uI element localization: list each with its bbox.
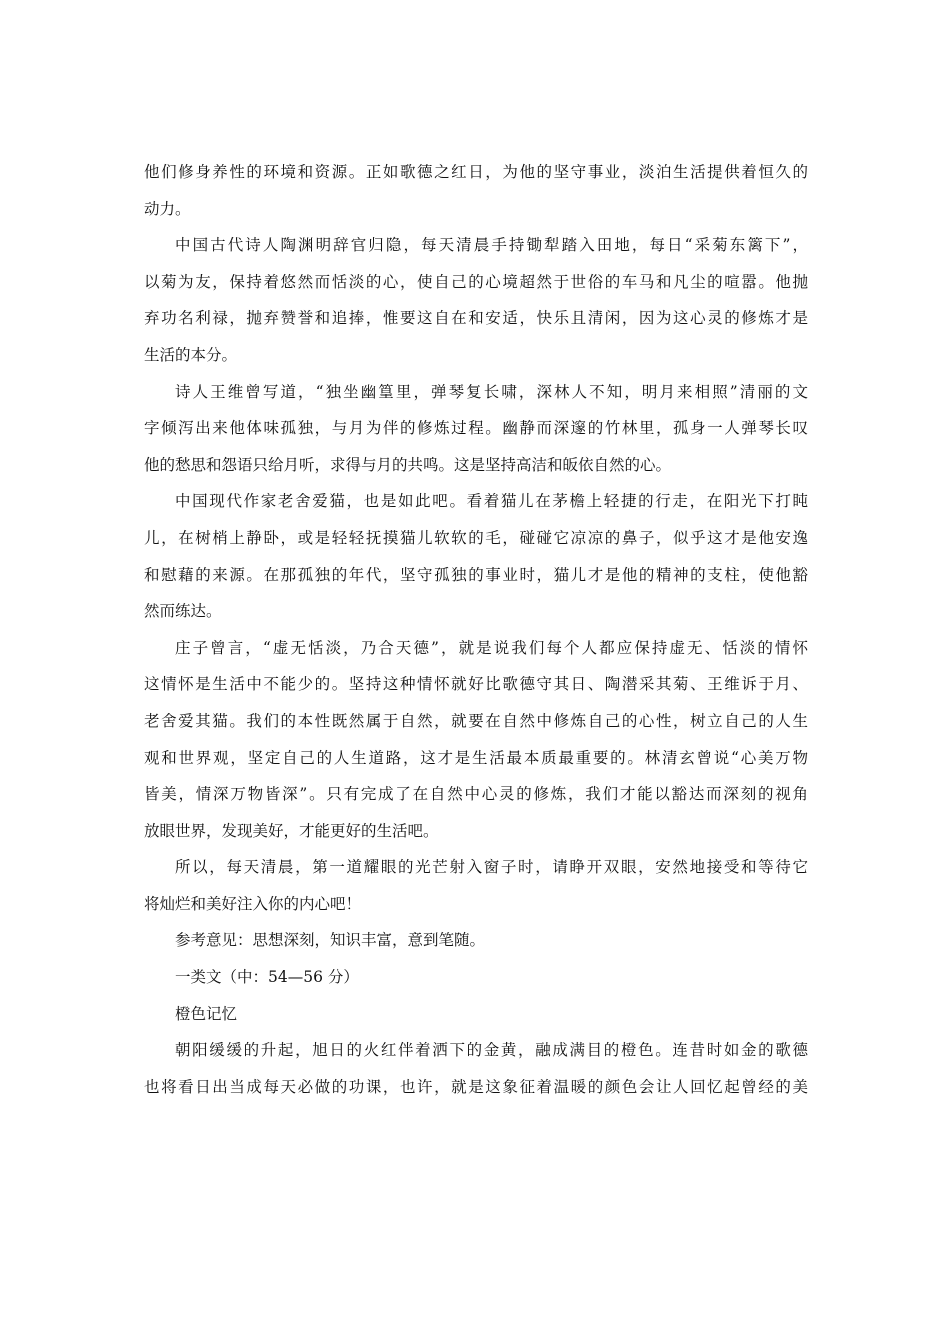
text-line [144,447,808,484]
text-line [144,740,808,777]
text-line [144,849,808,886]
line-text: 生活的本分。 [144,345,238,364]
text-line [144,1069,808,1106]
line-text: 所以，每天清晨，第一道耀眼的光芒射入窗子时，请睁开双眼，安然地接受和等待它 [175,858,808,877]
line-text: 皆美，情深万物皆深”。只有完成了在自然中心灵的修炼，我们才能以豁达而深刻的视角 [144,785,808,804]
text-line [144,630,808,667]
text-line [144,410,808,447]
line-text: 和慰藉的来源。在那孤独的年代，坚守孤独的事业时，猫儿才是他的精神的支柱，使他豁 [144,565,808,584]
line-text: 观和世界观，坚定自己的人生道路，这才是生活最本质最重要的。林清玄曾说“心美万物 [144,748,808,767]
text-line [144,557,808,594]
line-text: 然而练达。 [144,602,222,621]
text-line [144,374,808,411]
line-text: 他们修身养性的环境和资源。正如歌德之红日，为他的坚守事业，淡泊生活提供着恒久的 [144,163,808,181]
line-text: 一类文（中：54—56 分） [175,968,359,987]
text-line [144,300,808,337]
line-text: 将灿烂和美好注入你的内心吧！ [144,894,362,913]
text-line [144,483,808,520]
line-text: 朝阳缓缓的升起，旭日的火红伴着洒下的金黄，融成满目的橙色。连昔时如金的歌德 [175,1041,808,1060]
line-text: 庄子曾言，“虚无恬淡，乃合天德”，就是说我们每个人都应保持虚无、恬淡的情怀 [175,638,808,657]
line-text: 诗人王维曾写道，“独坐幽篁里，弹琴复长啸，深林人不知，明月来相照”清丽的文 [175,382,808,401]
line-text: 以菊为友，保持着悠然而恬淡的心，使自己的心境超然于世俗的车马和凡尘的喧嚣。他抛 [144,272,808,291]
line-text: 中国古代诗人陶渊明辞官归隐，每天清晨手持锄犁踏入田地，每日“采菊东篱下”， [175,236,808,255]
line-text: 中国现代作家老舍爱猫，也是如此吧。看着猫儿在茅檐上轻捷的行走，在阳光下打盹 [175,492,808,511]
text-line [144,227,808,264]
line-text: 参考意见：思想深刻，知识丰富，意到笔随。 [175,931,486,950]
text-line [144,337,808,374]
text-line [144,666,808,703]
text-line [144,1032,808,1069]
text-line [144,922,808,959]
text-line [144,813,808,850]
line-text: 动力。 [144,199,191,218]
line-text: 字倾泻出来他体味孤独，与月为伴的修炼过程。幽静而深邃的竹林里，孤身一人弹琴长叹 [144,419,808,438]
text-line [144,154,808,191]
text-line [144,520,808,557]
text-line [144,593,808,630]
text-line [144,959,808,996]
line-text: 儿，在树梢上静卧，或是轻轻抚摸猫儿软软的毛，碰碰它凉凉的鼻子，似乎这才是他安逸 [144,528,808,547]
line-text: 这情怀是生活中不能少的。坚持这种情怀就好比歌德守其日、陶潜采其菊、王维诉于月、 [144,675,808,694]
line-text: 放眼世界，发现美好，才能更好的生活吧。 [144,821,439,840]
text-line [144,264,808,301]
text-line [144,996,808,1033]
text-line [144,776,808,813]
line-text: 老舍爱其猫。我们的本性既然属于自然，就要在自然中修炼自己的心性，树立自己的人生 [144,711,808,730]
line-text: 他的愁思和怨语只给月听，求得与月的共鸣。这是坚持高洁和皈依自然的心。 [144,455,672,474]
line-text: 弃功名利禄，抛弃赞誉和追捧，惟要这自在和安适，快乐且清闲，因为这心灵的修炼才是 [144,309,808,328]
document-body [144,154,808,1105]
text-line [144,886,808,923]
text-line [144,191,808,228]
line-text: 橙色记忆 [175,1004,238,1023]
line-text: 也将看日出当成每天必做的功课，也许，就是这象征着温暖的颜色会让人回忆起曾经的美 [144,1077,808,1096]
text-line [144,703,808,740]
